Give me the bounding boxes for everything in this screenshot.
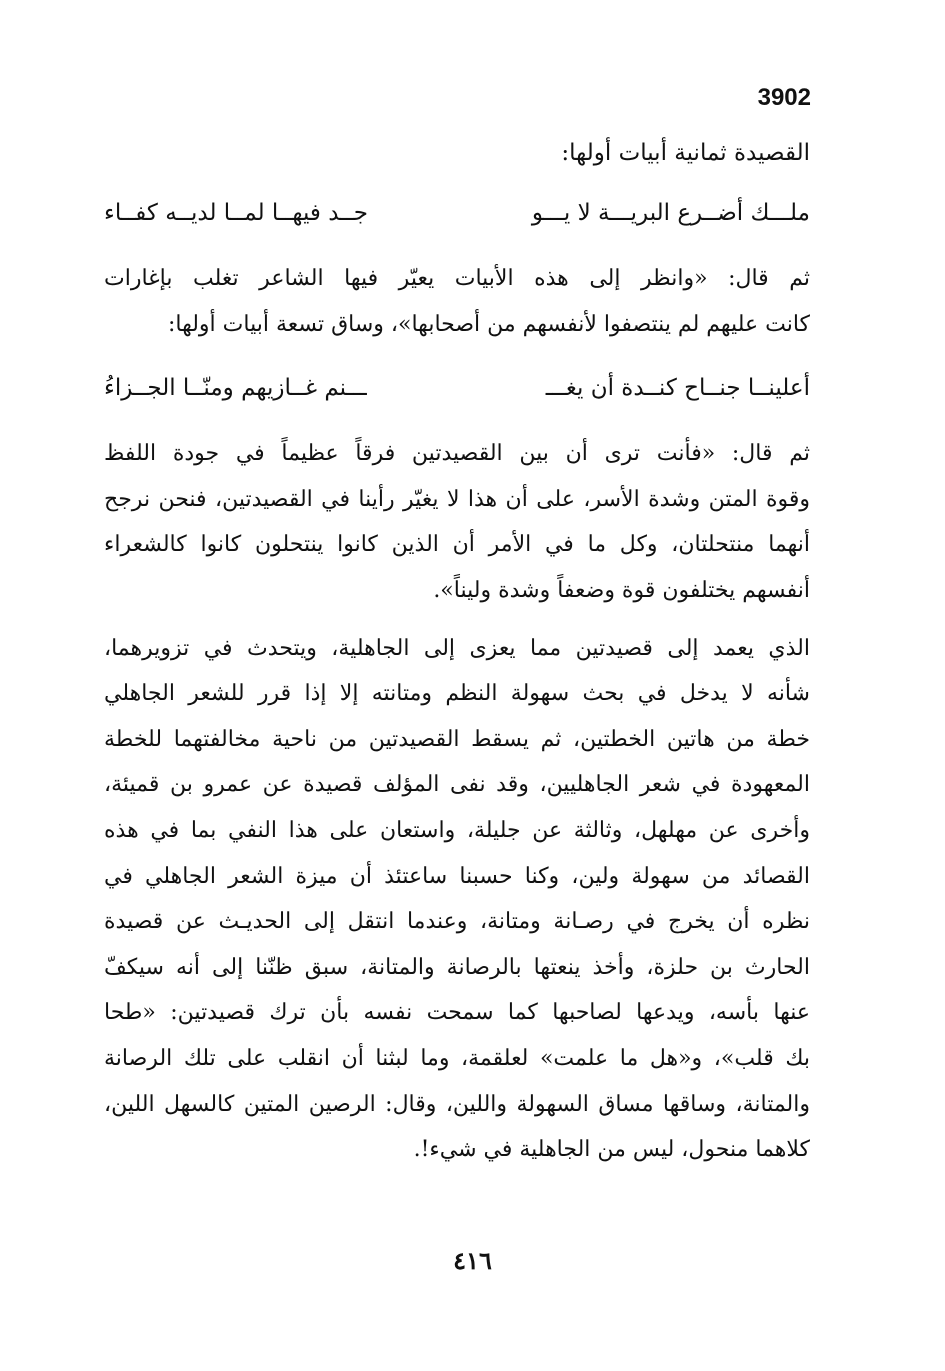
text-line: وأخرى عن مهلهل، وثالثة عن جليلة، واستعان على هذا النفي بما في هذه [104, 817, 810, 843]
intro-line: القصيدة ثمانية أبيات أولها: [561, 140, 810, 166]
text-line: وقوة المتن وشدة الأسر، على أن هذا لا يغيّر رأينا في القصيدتين، فنحن نرجح [104, 486, 810, 512]
paragraph-2 [104, 431, 810, 613]
verse-1-second-hemistich: جــد فيهــا لمــا لديــه كفــاء [104, 200, 368, 226]
text-line: الحارث بن حلزة، وأخذ ينعتها بالرصانة والمتانة، سبق ظنّنا إلى أنه سيكفّ [104, 954, 810, 980]
text-line: أنهما منتحلتان، وكل ما في الأمر أن الذين كانوا ينتحلون كانوا كالشعراء [104, 532, 810, 558]
text-line: والمتانة، وساقها مساق السهولة واللين، وقال: الرصين المتين كالسهل اللين، [104, 1091, 810, 1117]
text-line: نظره أن يخرج في رصـانة ومتانة، وعندما انتقل إلى الحديـث عن قصيدة [104, 909, 811, 935]
paragraph-3 [104, 626, 810, 1173]
verse-2-first-hemistich: أعلينــا جنــاح كنــدة أن يغـــ [545, 375, 810, 402]
verse-2-second-hemistich: ـــنم غــازيهم ومنّــا الجــزاءُ [104, 375, 367, 402]
text-line: ثم قال: «وانظر إلى هذه الأبيات يعيّر فيها الشاعر تغلب بإغارات [104, 266, 810, 291]
text-line: عنها بأسه، ويدعها لصاحبها كما سمحت نفسه بأن ترك قصيدتين: «طحا [104, 1000, 810, 1026]
text-line: بك قلب»، و«هل ما علمت» لعلقمة، وما لبثنا أن انقلب على تلك الرصانة [104, 1045, 810, 1071]
verse-1 [104, 196, 810, 230]
page-body [104, 136, 810, 1173]
page-id: 3902 [757, 84, 811, 111]
verse-1-first-hemistich: ملـــك أضــرع البريـــة لا يـــو [531, 200, 810, 226]
text-line: الذي يعمد إلى قصيدتين مما يعزى إلى الجاهلية، ويتحدث في تزويرهما، [104, 635, 810, 661]
verse-2 [104, 371, 810, 405]
text-line: شأنه لا يدخل في بحث سهولة النظم ومتانته إلا إذا قرر للشعر الجاهلي [104, 681, 810, 707]
text-line: ثم قال: «فأنت ترى أن بين القصيدتين فرقاً عظيماً في جودة اللفظ [104, 441, 810, 467]
text-line: القصائد من سهولة ولين، وكنا حسبنا ساعتئذ أن ميزة الشعر الجاهلي في [104, 863, 810, 889]
text-line: أنفسهم يختلفون قوة وضعفاً وشدة وليناً». [433, 577, 810, 603]
text-line: كانت عليهم لم ينتصفوا لأنفسهم من أصحابها»، وساق تسعة أبيات أولها: [167, 311, 810, 337]
paragraph-1 [104, 256, 810, 347]
text-line: المعهودة في شعر الجاهليين، وقد نفى المؤلف قصيدة عن عمرو بن قميئة، [104, 772, 810, 798]
text-line: كلاهما منحول، ليس من الجاهلية في شيء!. [413, 1137, 810, 1163]
text-line: خطة من هاتين الخطتين، ثم يسقط القصيدتين من ناحية مخالفتهما للخطة [104, 726, 810, 752]
page-number: ٤١٦ [453, 1246, 492, 1275]
